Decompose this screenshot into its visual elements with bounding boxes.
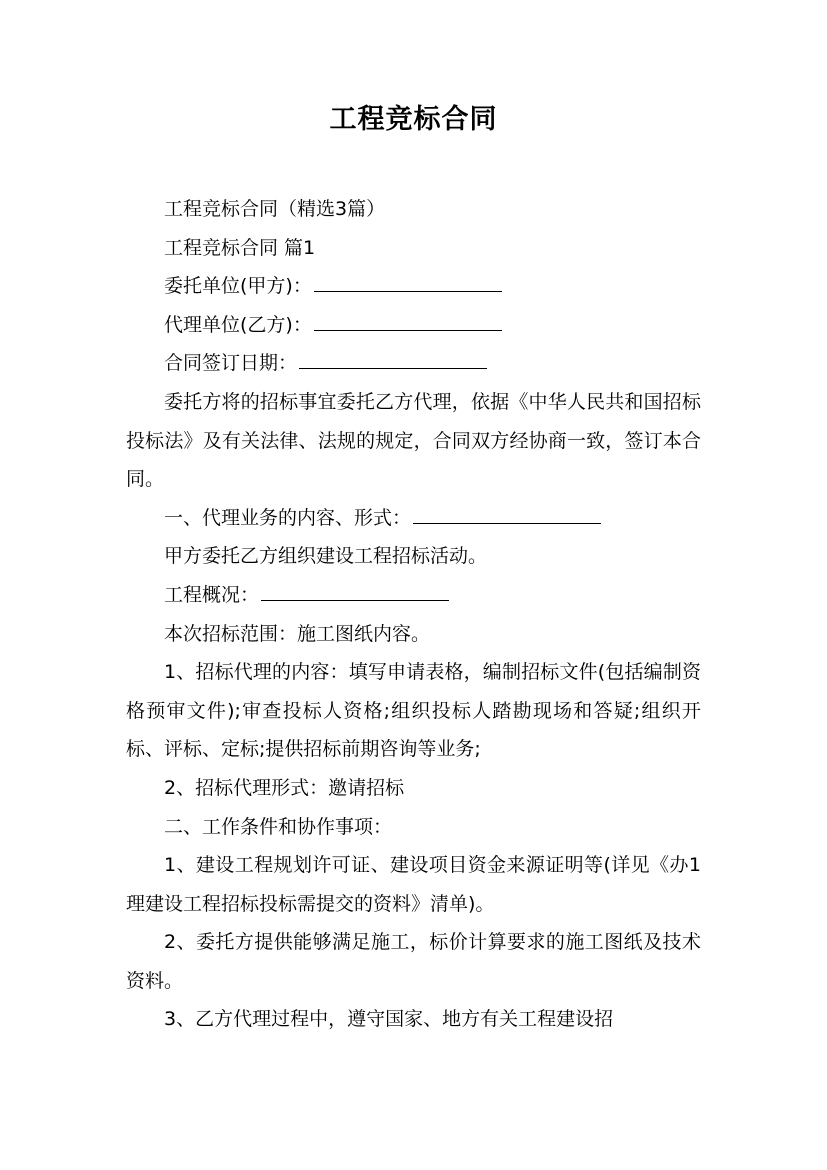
document-body xyxy=(126,190,701,1039)
paragraph-text: 二、工作条件和协作事项： xyxy=(164,815,393,838)
paragraph xyxy=(126,808,701,847)
paragraph-text: 委托方将的招标事宜委托乙方代理，依据《中华人民共和国招标投标法》及有关法律、法规的规定，合同双方经协商一致，签订本合同。 xyxy=(126,390,701,491)
paragraph xyxy=(126,846,701,923)
paragraph xyxy=(126,267,701,306)
paragraph xyxy=(126,499,701,538)
paragraph xyxy=(126,344,701,383)
fill-in-blank xyxy=(261,599,449,601)
paragraph xyxy=(126,769,701,808)
paragraph xyxy=(126,615,701,654)
paragraph xyxy=(126,653,701,769)
paragraph xyxy=(126,537,701,576)
paragraph-text: 工程竞标合同（精选3篇） xyxy=(164,198,386,220)
fill-in-blank xyxy=(413,522,601,524)
paragraph-text: 3、乙方代理过程中，遵守国家、地方有关工程建设招 xyxy=(164,1008,614,1031)
paragraph-text: 2、委托方提供能够满足施工，标价计算要求的施工图纸及技术资料。 xyxy=(126,931,701,992)
paragraph-text: 甲方委托乙方组织建设工程招标活动。 xyxy=(164,545,488,568)
fill-in-blank xyxy=(314,329,502,331)
paragraph xyxy=(126,190,701,229)
fill-in-blank xyxy=(299,367,487,369)
document-title: 工程竞标合同 xyxy=(329,104,498,135)
paragraph xyxy=(126,1000,701,1039)
paragraph-text: 工程竞标合同 篇1 xyxy=(164,236,316,259)
paragraph xyxy=(126,576,701,615)
paragraph-text: 1、建设工程规划许可证、建设项目资金来源证明等(详见《办1理建设工程招标投标需提交的资料》清单)。 xyxy=(126,854,701,915)
paragraph xyxy=(126,383,701,499)
paragraph-text: 2、招标代理形式：邀请招标 xyxy=(164,776,405,799)
paragraph xyxy=(126,923,701,1000)
fill-in-blank xyxy=(314,290,502,292)
paragraph xyxy=(126,306,701,345)
paragraph-text: 代理单位(乙方)： xyxy=(164,313,312,336)
paragraph-text: 合同签订日期： xyxy=(164,352,298,375)
paragraph-text: 工程概况： xyxy=(164,583,260,606)
paragraph-text: 委托单位(甲方)： xyxy=(164,275,312,298)
paragraph-text: 1、招标代理的内容：填写申请表格，编制招标文件(包括编制资格预审文件);审查投标人资格;组织投标人踏勘现场和答疑;组织开标、评标、定标;提供招标前期咨询等业务; xyxy=(126,661,701,761)
paragraph-text: 一、代理业务的内容、形式： xyxy=(164,506,412,529)
paragraph xyxy=(126,229,701,268)
paragraph-text: 本次招标范围：施工图纸内容。 xyxy=(164,622,431,645)
